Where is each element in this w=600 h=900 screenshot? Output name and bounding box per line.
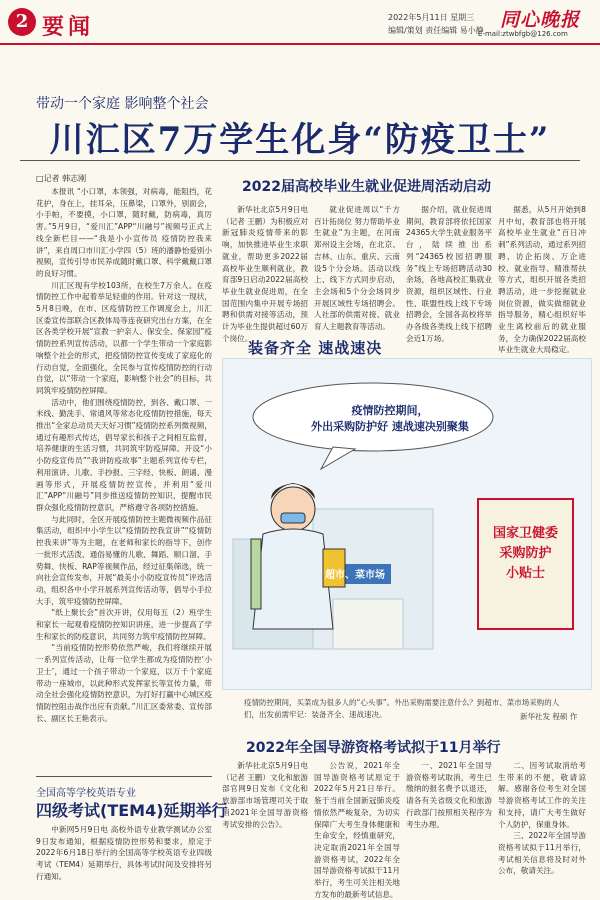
bubble-line-1: 疫情防控期间， [351,404,429,417]
paragraph: 川汇区现有学校103所，在校生7万余人。在疫情防控工作中起着举足轻重的作用。针对这一现状，5月8日晚，在市、区疫情防控工作调度会上，川汇区委宣传部联合区教体局等连夜研究出台方案，在全区各类学校开展“宣教一护亲人、保安全、保家园”疫情防控系列宣传活动，以都一个学生带动一个家庭影响整个社会的形式，把疫情防控宣传变成了家庭化的行动自觉，全面强化，全民参与宣传疫情防控的行动自觉，以“带动一个家庭，影响整个社会”的目标，共同筑牢疫情防控屏障。 [36,280,212,395]
shop-sign: 超市、菜市场 [325,570,385,581]
job-col-4 [498,204,586,355]
main-kicker: 带动一个家庭 影响整个社会 [36,96,209,112]
tem-rule [36,776,212,777]
tem-headline: 四级考试(TEM4)延期举行 [36,801,228,820]
illustration-credit: 新华社发 程硕 作 [520,712,578,721]
illustration-caption: 疫情防控期间，买菜成为很多人的“心头事”。外出采购需要注意什么？到超市、菜市场采购的人们，出发前需牢记：装备齐全、速战速决。 [244,698,560,719]
tourism-col-4 [498,760,586,888]
contact-email: E-mail:ztwbfgb@126.com [478,30,568,38]
paragraph: 新华社北京5月9日电（记者 王鹏）为积极应对新冠肺炎疫情带来的影响，加快推进毕业生求职就业，帮助更多2022届高校毕业生顺利就业，教育部9日启动2022届高校毕业生就业促进周，在全国范围内集中开展专场招聘和供需对接等活动，预计为毕业生提供超过60万个岗位。 [222,205,308,343]
job-col-2 [314,204,400,332]
paragraph: “当前疫情防控形势依然严峻，我们将继续开展一系列宣传活动，让每一位学生都成为疫情防控‘小卫士’，通过一个孩子带动一个家庭，以万千个家庭带动一座城市，以此种形式发挥家长等宣传力量，带动全社会强化疫情防控意识，为打好打赢中心城区疫情防控阻击战作出应有贡献。”川汇区委常委、宣传部长、副区长王艳表示。 [36,643,212,723]
banner-line-3: 小贴士 [505,566,545,581]
newspaper-logo: 同心晚报 [500,9,581,31]
bubble-line-2: 外出采购防护好 速战速决别聚集 [311,420,469,433]
section-title: 要闻 [42,14,95,40]
masthead-rule [0,43,600,45]
page-number-badge: 2 [8,8,36,36]
banner-line-2: 采购防护 [499,546,552,561]
main-article-body [36,186,212,752]
tourism-col-2 [314,760,400,899]
paragraph: 新华社北京5月9日电（记者 王鹏）文化和旅游部官网9日发布《文化和旅游部市场管理司关于取消2021年全国导游资格考试安排的公告》。 [222,761,308,829]
paragraph: 与此同时，全区开展疫情防控主题微视频作品征集活动，组织中小学生以“疫情防控我宣讲”“疫情防控我来讲”等为主题，在老师和家长的指导下，创作一批形式活泼、通俗易懂的儿歌、舞蹈、顺口溜、手势舞、快板、RAP等视频作品，经过征集筛选，统一向社会宣传发布，开展“最美小小防疫宣传员”评选活动，组织各中小学开展系列宣传活动等，倡导小手拉大手，筑牢疫情防控屏障。 [36,514,212,606]
paragraph: 二、因考试取消给考生带来的不便，敬请谅解。感谢各位考生对全国导游资格考试工作的关注和支持，请广大考生做好个人防护，保重身体。 [498,761,586,829]
banner-line-1: 国家卫健委 [492,526,558,541]
paragraph: 据悉，从5月开始到8月中旬，教育部也将开展高校毕业生就业“百日冲刺”系列活动，通过系列招聘、访企拓岗、万企进校、就业指导、精准帮扶等方式，组织开展各类招聘活动，进一步挖掘就业岗位资源，做实做细就业指导服务，精心组织好毕业生离校前后的就业服务，全力确保2022届高校毕业生就业大局稳定。 [498,205,586,355]
paragraph: 一、2021年全国导游资格考试取消，考生已缴纳的报名费予以退还，请各有关省级文化和旅游行政部门按照相关程序为考生办理。 [406,761,492,829]
paragraph: 公告说，2021年全国导游资格考试原定于2022年5月21日举行。鉴于当前全国新冠肺炎疫情依然严峻复杂，为切实保障广大考生身体健康和生命安全，经慎重研究，决定取消2021年全国导游资格考试，2022年全国导游资格考试拟于11月举行，考生可关注相关地方发布的最新考试信息。 [314,761,400,899]
illustration-title: 装备齐全 速战速决 [248,339,383,357]
job-headline: 2022届高校毕业生就业促进周活动启动 [242,179,491,195]
editor-credit: 编辑/策划 责任编辑 易小静 [388,26,484,35]
paragraph: “纸上聚长会”首次开讲，仅用每五（2）班学生和家长一起观看疫情防控知识讲座，进一步提高了学生和家长的防疫意识，共同努力筑牢疫情防控屏障。 [36,608,212,641]
paragraph: 活动中，他们围绕疫情防控，到各、戴口罩、一米线、勤洗手、常通风等常态化疫情防控措施，每天推出“全家总动员天天好习惯”疫情防控系列微视频，通过有趣形式传达，倡导家长和孩子之间相互监督，培养健康的生活习惯，共同筑牢防疫屏障。开设“小小防疫宣传员”“我讲防疫故事”主题系列宣传专栏，利用演讲、儿歌、手抄报、三字经、快板、朗诵、漫画等形式，开展疫情防控宣传，并利用“爱川汇”APP“川融号”同步推送疫情防控知识，提醒市民群众强化疫情防控意识，严格遵守各项防控措施。 [36,397,212,512]
tem-label: 全国高等学校英语专业 [36,788,136,799]
paragraph: 就业促进周以“千方百计拓岗位 努力帮助毕业生就业”为主题，在河南郑州设主会场，在北京、吉林、山东、重庆、云南设5个分会场。活动以线上、线下方式同步启动，主会场和5个分会场同步开展区域性专场招聘会。人社部的供需对接、就业育人主题教育等活动。 [314,205,400,332]
job-col-1 [222,204,308,343]
headline-rule [20,160,580,161]
paragraph: 三、2022年全国导游资格考试拟于11月举行，考试相关信息将及时对外公布，敬请关注。 [498,831,586,876]
tourism-col-3 [406,760,492,888]
paragraph: 中新网5月9日电 高校外语专业教学测试办公室9日发布通知，根据疫情防控形势和要求，原定于2022年6月18日举行的全国高等学校英语专业四级考试（TEM4）延期举行，具体考试时间及安排将另行通知。 [36,825,212,881]
job-col-3 [406,204,492,343]
main-headline: 川汇区7万学生化身“防疫卫士” [49,120,551,160]
tem-article-body [36,824,212,888]
paragraph: 据介绍，就业促进周期间，教育部将依托国家24365大学生就业服务平台，陆续推出系列“24365校园招聘服务”线上专场招聘活动30余场，各地高校汇集就业资源，组织区域性、行业性、联盟性线上线下专场招聘会，全国各高校将举办各级各类线上线下招聘会近1万场。 [406,205,492,343]
tourism-col-1 [222,760,308,888]
tourism-headline: 2022年全国导游资格考试拟于11月举行 [246,740,501,756]
paragraph: 本报讯 “小口罩，本领强，对病毒，能阻挡，花花护，身在上，挂耳朵，压鼻梁，口罩外，别面会，小手帕，不要摸，小口罩，随时戴，防病毒，真厉害。”5月9日，“爱川汇”APP“川融号”视频号正式上线全新栏目——“我是小小宣传员 疫情防控我来讲”，来自周口市川汇小学四（5）班的潘静怡爱别小视频，宣传引导市民养成随时戴口罩、科学戴戴口罩的良好习惯。 [36,187,212,278]
issue-date: 2022年5月11日 星期三 [388,13,475,22]
main-byline: □记者 韩志刚 [36,174,87,183]
